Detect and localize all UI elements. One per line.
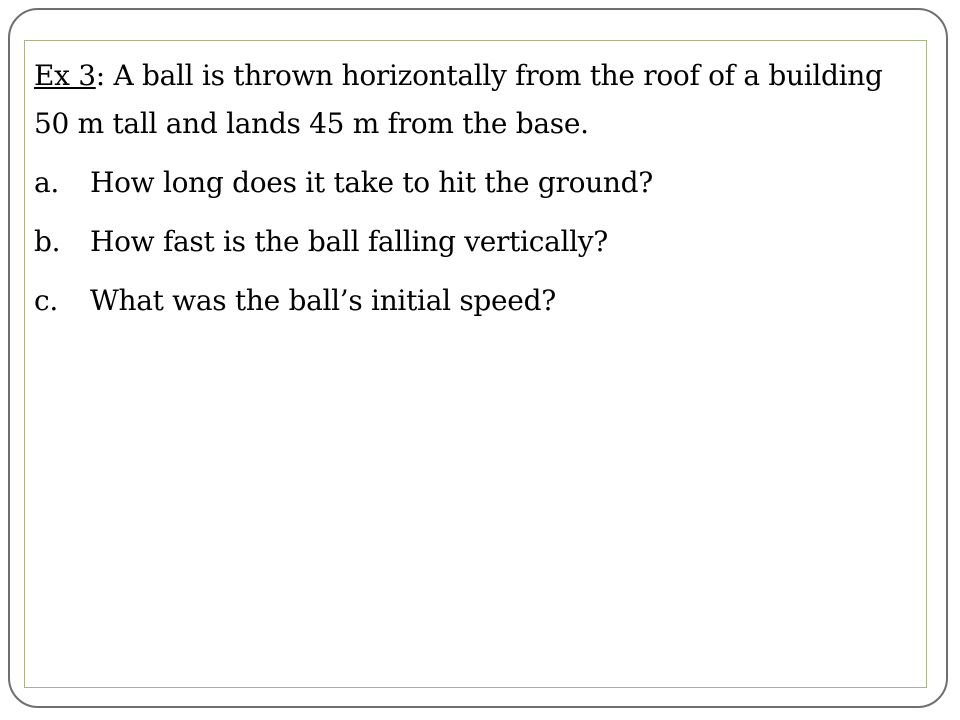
- example-separator: :: [95, 59, 105, 92]
- item-letter: b.: [34, 225, 61, 258]
- question-item-b: [34, 218, 914, 266]
- example-problem: [34, 52, 914, 148]
- question-item-a: [34, 159, 914, 207]
- item-text: What was the ball’s initial speed?: [90, 284, 556, 317]
- item-text: How long does it take to hit the ground?: [90, 166, 653, 199]
- item-letter: a.: [34, 166, 59, 199]
- example-text: A ball is thrown horizontally from the roof of a building 50 m tall and lands 45 m from the base.: [34, 59, 883, 140]
- item-text: How fast is the ball falling vertically?: [90, 225, 609, 258]
- item-letter: c.: [34, 284, 58, 317]
- question-item-c: [34, 277, 914, 325]
- example-label: Ex 3: [34, 59, 96, 92]
- slide-content: [34, 52, 914, 325]
